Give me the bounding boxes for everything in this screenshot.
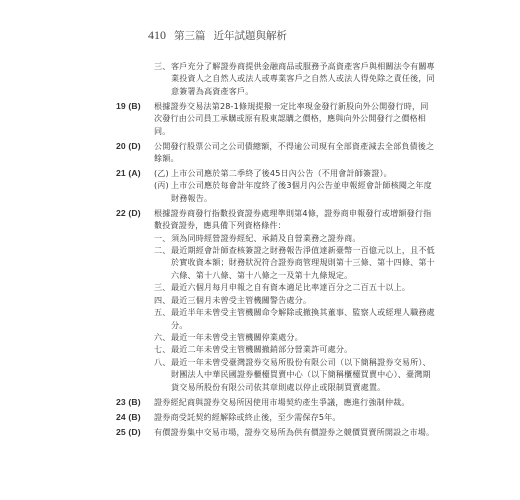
- sub-item: [154, 232, 436, 244]
- sub-item-marker: (丙): [154, 180, 169, 191]
- answer-text: 證券商受託契約經解除或終止後，至少需保存5年。: [154, 411, 341, 422]
- sub-item: [154, 356, 436, 393]
- answer-text: 根據證券商發行指數投資證券處理準則第4條，證券商申報發行或增額發行指數投資證券，應具備下列資格條件：: [154, 207, 432, 231]
- sub-item-marker: 一、: [154, 232, 171, 243]
- sub-item-text: 最近一年未曾受主管機關停業處分。: [171, 331, 303, 342]
- question-number: 25 (D): [116, 426, 141, 437]
- question-number: 22 (D): [116, 207, 141, 218]
- sub-item-marker: 八、: [154, 356, 171, 367]
- answer-block: [116, 60, 436, 97]
- sub-item-marker: (乙): [154, 168, 169, 179]
- sub-item-marker: 六、: [154, 331, 171, 342]
- answer-text: 公開發行股票公司之公司債總額，不得逾公司現有全部資產減去全部負債後之餘額。: [154, 140, 435, 164]
- sub-item-text: 客戶充分了解證券商提供金融商品或服務予高資產客戶與相關法令有關專業投資人之自然人或法人或專業客戶之自然人或法人得免除之責任後，同意簽署為高資產客戶。: [171, 61, 435, 96]
- sub-item-marker: 五、: [154, 307, 171, 318]
- question-number: 20 (D): [116, 140, 141, 151]
- question-number: 24 (B): [116, 411, 141, 422]
- sub-item: [154, 294, 436, 306]
- sub-item: [154, 306, 436, 331]
- answer-block: [116, 411, 436, 423]
- answer-block: [116, 207, 436, 393]
- sub-item: [154, 331, 436, 343]
- answer-text: 證券經紀商與證券交易所因使用市場契約產生爭議，應進行強制仲裁。: [154, 396, 410, 407]
- sub-item-marker: 三、: [154, 61, 171, 71]
- page-number: 410: [148, 28, 166, 42]
- page-header: [148, 28, 287, 43]
- answer-block: [116, 396, 436, 408]
- chapter-title: 近年試題與解析: [213, 30, 287, 42]
- answer-block: [116, 100, 436, 137]
- sub-item: [154, 343, 436, 355]
- answer-text: 根據證券交易法第28-1條規提撥一定比率現金發行新股向外公開發行時，同次發行由公司員工承購或原有股東認購之價格，應與向外公開發行之價格相同。: [154, 100, 429, 136]
- answer-block: [116, 426, 436, 438]
- sub-item-text: 最近二年未曾受主管機關撤銷部分營業許可處分。: [171, 344, 353, 355]
- answer-explanations: [116, 60, 436, 441]
- question-number: 19 (B): [116, 100, 141, 111]
- part-label: 第三篇: [174, 30, 206, 42]
- sub-item-marker: 二、: [154, 245, 171, 256]
- sub-item-text: 上市公司應於第二季終了後45日內公告（不用會計師簽證）。: [171, 168, 392, 179]
- sub-item-text: 最近期經會計師查核簽證之財務報告淨值達新臺幣一百億元以上，且不低於實收資本額；財務狀況符合證券商管理規則第十三條、第十四條、第十六條、第十八條、第十八條之一及第十九條規定。: [171, 245, 435, 280]
- sub-item: [154, 60, 436, 97]
- sub-item-text: 上市公司應於每會計年度終了後3個月內公告並申報經會計師核閱之年度財務報告。: [171, 180, 432, 203]
- sub-item-text: 最近三個月未曾受主管機關警告處分。: [171, 294, 312, 305]
- sub-item: [154, 167, 436, 179]
- sub-item: [154, 244, 436, 281]
- question-number: 23 (B): [116, 396, 141, 407]
- sub-item: [154, 281, 436, 293]
- sub-item-marker: 七、: [154, 344, 171, 355]
- sub-item-text: 最近六個月每月申報之自有資本適足比率達百分之二百五十以上。: [171, 282, 411, 293]
- sub-item: [154, 179, 436, 204]
- question-number: 21 (A): [116, 168, 141, 179]
- sub-item-marker: 三、: [154, 282, 171, 293]
- answer-block: [116, 140, 436, 165]
- sub-item-text: 最近一年未曾受臺灣證券交易所股份有限公司（以下簡稱證券交易所）、財團法人中華民國證券櫃檯買賣中心（以下簡稱櫃檯買賣中心）、臺灣期貨交易所股份有限公司依其章則處以停止或限制買賣處置。: [171, 356, 431, 392]
- answer-block: [116, 167, 436, 204]
- sub-item-marker: 四、: [154, 294, 171, 305]
- sub-item-text: 最近半年未曾受主管機關命令解除或撤換其董事、監察人或經理人職務處分。: [171, 307, 435, 330]
- sub-item-text: 須為同時經營證券經紀、承銷及自營業務之證券商。: [171, 232, 361, 243]
- answer-text: 有價證券集中交易市場，證券交易所為供有價證券之競價買賣所開設之市場。: [154, 426, 435, 437]
